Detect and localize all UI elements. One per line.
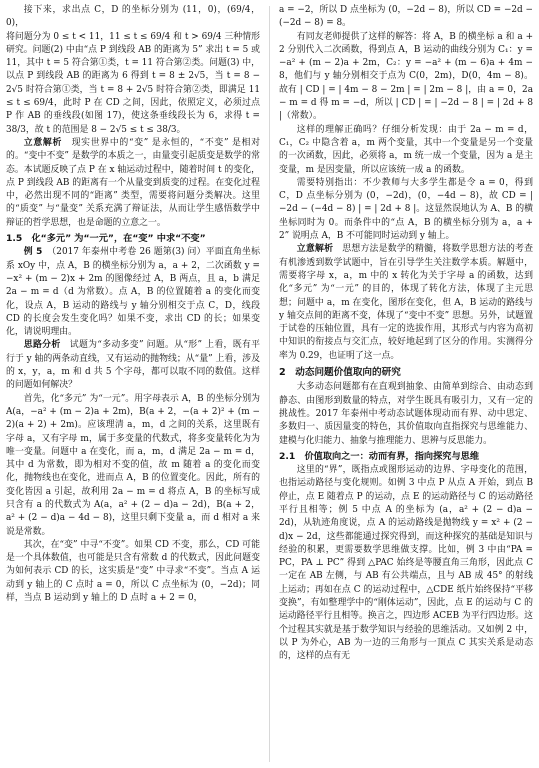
right-column xyxy=(279,4,533,764)
lead-label: 立意解析 xyxy=(23,137,63,148)
paragraph: 这样的理解正确吗？仔细分析发现：由于 2a − m = d，C₁，C₂ 中隐含着 a，m 两个变量，其中一个变量是另一个变量的一次函数，因此，必须将 a，m 统一成一个变量，因为 a 是主变量，m 是因变量，所以应该统一成 a 的函数。 xyxy=(279,124,533,175)
paragraph xyxy=(6,246,260,339)
paragraph: 需要特别指出：不少教师与大多学生都是令 a = 0，得到 C，D 点坐标分别为 (0，−2d)，(0，−4d − 8)，故 CD = | −2d − (−4d − 8) | = | 2d + 8 |。这显然误地认为 A、B 的横坐标同时为 0。而条件中的“点 A，B 的横坐标分别为 a，a + 2” 说明点 A，B 不可能同时运动到 y 轴上。 xyxy=(279,177,533,242)
section-heading: 1.5 化“多元” 为“一元”，在“变” 中求“不变” xyxy=(6,233,206,245)
paragraph-text: 思想方法是数学的精髓，将数学思想方法的考查有机渗透到数学试题中，旨在引导学生关注数学本质。解题中，需要将字母 x，a，m 中的 x 转化为关于字母 a 的函数，达到化“多元” 为“一元” 的目的，体现了转化方法，体现了主元思想；问题中 a，m 在变化，图形在变化，但 A，B 运动的路线与 y 轴交点间的距离不变，体现了“变中不变” 思想。另外，试题置于试卷的压轴位置，具有一定的选拔作用，其形式与内容为高初中知识的衔接点与交汇点，较好地起到了区分的作用。实测得分率为 0.29，也证明了这一点。 xyxy=(279,244,533,361)
lead-label: 思路分析 xyxy=(23,340,61,351)
paragraph: a = −2，所以 D 点坐标为 (0，−2d − 8)，所以 CD = −2d − (−2d − 8) = 8。 xyxy=(279,5,533,29)
paragraph: 将问题分为 0 ≤ t < 11，11 ≤ t ≤ 69/4 和 t > 69/4 三种情形研究。问题(2) 中由“点 P 到线段 AB 的距离为 5” 求出 t = 5 或 11，其中 t = 5 符合第①类，t = 11 符合第②类。问题(3) 中，以点 P 到线段 AB 的距离为 6 得到 t = 8 ± 2√5，当 t = 8 − 2√5 时符合第①类，当 t = 8 + 2√5 时符合第②类，即满足 11 ≤ t ≤ 69/4，此时 P 在 CD 之间，因此，依照定义，必须过点 P 作 AB 的垂线段(如图 17)，使这条垂线段长为 6，求得 t = 38/3，故 t 的范围是 8 − 2√5 ≤ t ≤ 38/3。 xyxy=(6,31,260,135)
lead-label: 立意解析 xyxy=(296,244,334,255)
paragraph: 有同友老师提供了这样的解答：将 A，B 的横坐标 a 和 a + 2 分别代入二次函数，得到点 A，B 运动的曲线分别为 C₁：y = −a² + (m − 2)a + 2m，C₂：y = −a² + (m − 6)a + 4m − 8，他们与 y 轴分别相交于点为 C(0，2m)，D(0，4m − 8)。故有 | CD | = | 4m − 8 − 2m | = | 2m − 8 |，由 a = 0，2a − m = d 得 m = −d，所以 | CD | = | −2d − 8 | = | 2d + 8 |（常数）。 xyxy=(279,31,533,122)
paragraph-text: 现实世界中的“变” 是永恒的，“不变” 是相对的。“变中不变” 是数学的本质之一，由量变引起质变是数学的常态。本试题反映了点 P 在 x 轴运动过程中，随着时间 t 的变化，点 P 到线段 AB 的距离有一个从量变到质变的过程。在变化过程中，必然出现不同的“距离” 类型，需要将问题分类解决。这里的“质变” 与“量变” 关系充满了辩证法，从而让学生感悟数学中辩证的哲学思想，也是命题的立意之一。 xyxy=(6,137,260,228)
subsection-heading: 2.1 价值取向之一：动而有界，指向探究与思维 xyxy=(279,450,480,462)
column-divider xyxy=(269,6,270,762)
paragraph-text: （2017 年泰州中考卷 26 题第(3) 问）平面直角坐标系 xOy 中，点 A，B 的横坐标分别为 a，a + 2，二次函数 y = −x² + (m − 2)x + 2m 的图像经过 A，B 两点，且 a，b 满足 2a − m = d（d 为常数）。点 A，B 的位置随着 a 的变化而变化，设点 A，B 运动的路线与 y 轴分别相交于点 C，D，线段 CD 的长度会发生变化吗？如果不变，求出 CD 的长；如果变化，请说明理由。 xyxy=(6,247,260,338)
paragraph xyxy=(279,243,533,363)
paragraph xyxy=(6,339,260,392)
paragraph: 接下来，求出点 C，D 的坐标分别为 (11，0)，(69/4，0)， xyxy=(6,5,260,29)
paragraph: 这里的“界”，既指点或图形运动的边界、字母变化的范围，也指运动路径与变化规则。如例 3 中点 P 从点 A 开始，到点 B 停止，点 E 随着点 P 的运动，点 E 的运动路径与 C 的运动路径平行且相等；例 5 中点 A 的坐标为 (a，a² + (2 − d)a − 2d)，从轨迹角度说，点 A 的运动路线是抛物线 y = x² + (2 − d)x − 2d，这些都能通过探究得到，而这种探究的基础是知识与经验的积累，更需要数学思维做支撑。比如，例 3 中由“PA = PC，PA ⊥ PC” 得到 △PAC 始终是等腰直角三角形，因此点 C 一定在 AB 左侧，与 AB 有公共端点，且与 AB 成 45° 的射线上运动；再如在点 C 的运动过程中，△CDE 纸片始终保持“平移变换”，有如整理学中的“刚体运动”，因此，点 E 的运动与 C 的运动路径平行且相等。换言之，四边形 ACEB 为平行四边形。这个过程其实就是基于数学知识与经验的思维活动。又如例 2 中，以 P 为外心，AB 为一边的三角形与一顶点 C 其实关系是动态的，这样的点有无 xyxy=(279,465,533,662)
paragraph-text: 试题为“多动多变” 问题。从“形” 上看，既有平行于 y 轴的两条动直线，又有运动的抛物线；从“量” 上看，涉及的 x，y，a，m 和 d 共 5 个字母，都可以取不同的数值。这样的问题如何解决？ xyxy=(6,340,260,391)
paragraph: 其次，在“变” 中寻“不变”。如果 CD 不变，那么，CD 可能是一个具体数值，也可能是只含有常数 d 的代数式，因此问题变为如何表示 CD 的长，这实质是“变” 中寻求“不变”。当点 A 运动到 y 轴上的 C 点时 a = 0，所以 C 点坐标为 (0，−2d)；同样，当点 B 运动到 y 轴上的 D 点时 a + 2 = 0， xyxy=(6,539,260,604)
left-column xyxy=(6,4,260,764)
section-heading: 2 动态问题价值取向的研究 xyxy=(279,367,401,379)
paragraph: 首先，化“多元” 为“一元”。用字母表示 A，B 的坐标分别为 A(a，−a² + (m − 2)a + 2m)，B(a + 2，−(a + 2)² + (m − 2)(a + 2) + 2m)。应该理清 a，m，d 之间的关系，这里既有字母 a，又有字母 m，属于多变量的代数式，将多变量转化为为唯一变量。问题中 a 在变化，而 a，m，d 满足 2a − m = d，其中 d 为常数，即为相对不变的值，故 m 随着 a 的变化而变化，抛物线也在变化，进而点 A，B 的位置变化。因此，所有的变化皆因 a 引起，故利用 2a − m = d 将点 A，B 的坐标写成只含有 a 的代数式为 A(a，a² + (2 − d)a − 2d)，B(a + 2，a² + (2 − d)a − 4d − 8)，这里只剩下变量 a，而 d 相对 a 来说是常数。 xyxy=(6,393,260,537)
lead-label: 例 5 xyxy=(23,247,43,258)
paragraph xyxy=(6,137,260,230)
paragraph: 大多动态问题都有在直观到抽象、由简单到综合、由动态到静态、由图形到数量的特点，对学生既具有吸引力，又有一定的挑战性。2017 年泰州中考动态试题体现动而有界、动中思定、多数归一、质因量变的特色，其价值取向直指探究与思维能力、建模与化归能力、抽象与推理能力、思辨与反思能力。 xyxy=(279,382,533,446)
